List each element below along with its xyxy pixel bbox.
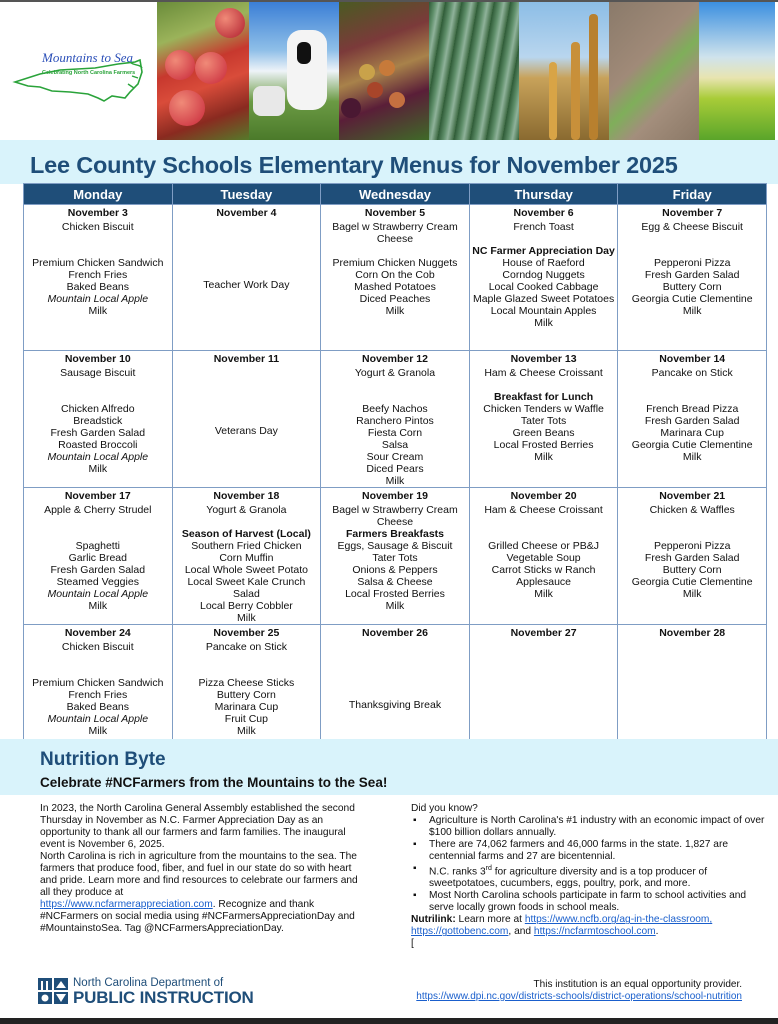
lunch-item: Tater Tots xyxy=(372,552,418,564)
day-date: November 24 xyxy=(64,627,131,639)
lunch-item: Tater Tots xyxy=(520,415,567,427)
lunch-item: Diced Pears xyxy=(366,463,424,475)
lunch-item: Marinara Cup xyxy=(214,701,279,713)
lunch-item: French Fries xyxy=(68,689,128,701)
nutrilink-and: , and xyxy=(508,926,534,938)
nutrition-paragraph-2-text: North Carolina is rich in agriculture from the mountains to the sea. The farmers that produce food, fiber, and fuel in our state do so with heart and pride. Learn more and find resources to celebrate our farmers and all they produce at xyxy=(40,851,358,898)
day-cell xyxy=(321,205,470,351)
lunch-item: Milk xyxy=(385,475,405,487)
lunch-item: Sour Cream xyxy=(366,451,424,463)
breakfast-item: Pancake on Stick xyxy=(205,641,287,653)
lunch-item: Carrot Sticks w Ranch xyxy=(491,564,596,576)
lunch-item: Georgia Cutie Clementine xyxy=(631,439,753,451)
day-cell xyxy=(321,351,470,488)
nutrition-title: Nutrition Byte xyxy=(40,749,166,770)
rice-field-photo xyxy=(699,2,775,140)
lunch-item: Corn On the Cob xyxy=(355,269,435,281)
lunch-item: Pepperoni Pizza xyxy=(653,257,731,269)
day-date: November 3 xyxy=(67,207,128,219)
lunch-item: Milk xyxy=(88,725,108,737)
day-date: November 7 xyxy=(662,207,723,219)
lunch-item: Premium Chicken Sandwich xyxy=(32,677,164,689)
lunch-item: Chicken Tenders w Waffle xyxy=(483,403,604,415)
lunch-item: Breadstick xyxy=(73,415,123,427)
day-header-wednesday: Wednesday xyxy=(321,184,470,205)
lunch-item: Local Whole Sweet Potato xyxy=(184,564,308,576)
breakfast-item: Chicken & Waffles xyxy=(649,504,735,516)
lunch-item: Local Frosted Berries xyxy=(493,439,594,451)
lunch-item: Milk xyxy=(534,588,553,600)
day-date: November 5 xyxy=(364,207,426,219)
breakfast-item: Ham & Cheese Croissant xyxy=(484,367,603,379)
nutrition-subtitle: Celebrate #NCFarmers from the Mountains to the Sea! xyxy=(40,775,388,790)
day-cell xyxy=(24,488,173,625)
lunch-item: Grilled Cheese or PB&J xyxy=(488,540,600,552)
ncfb-link[interactable]: https://www.ncfb.org/ag-in-the-classroom, xyxy=(524,914,713,926)
lunch-item: Beefy Nachos xyxy=(362,403,428,415)
day-header-thursday: Thursday xyxy=(469,184,618,205)
lunch-item: Diced Peaches xyxy=(359,293,431,305)
day-cell xyxy=(321,488,470,625)
page-title: Lee County Schools Elementary Menus for November 2025 xyxy=(30,152,678,178)
lunch-item: Salsa xyxy=(381,439,409,451)
no-school-note: Teacher Work Day xyxy=(203,279,290,291)
day-cell xyxy=(469,205,618,351)
lunch-item: Buttery Corn xyxy=(662,281,722,293)
lunch-item: Milk xyxy=(385,305,405,317)
day-header-row xyxy=(24,184,767,205)
day-cell xyxy=(469,625,618,746)
no-school-note: Veterans Day xyxy=(214,425,278,437)
lunch-item: Salsa & Cheese xyxy=(357,576,433,588)
day-date: November 6 xyxy=(513,207,574,219)
lunch-item: Fresh Garden Salad xyxy=(50,427,146,439)
breakfast-item: Sausage Biscuit xyxy=(60,367,136,379)
day-date: November 13 xyxy=(510,353,577,365)
fact-item: ▪ Agriculture is North Carolina's #1 industry with an economic impact of over $100 billion dollars annually. xyxy=(411,815,766,839)
breakfast-item: Bagel w Strawberry Cream Cheese xyxy=(332,504,458,528)
week-row xyxy=(24,625,767,746)
lunch-item: Milk xyxy=(534,317,553,329)
breakfast-item: Bagel w Strawberry Cream Cheese xyxy=(332,221,458,245)
nutrilink-label: Nutrilink: xyxy=(411,914,456,926)
header-banner xyxy=(0,0,778,140)
lunch-item: Local Berry Cobbler xyxy=(199,600,293,612)
cabbage-field-photo xyxy=(429,2,519,140)
lunch-item: Southern Fried Chicken xyxy=(191,540,302,552)
lunch-item: Fresh Garden Salad xyxy=(644,269,740,281)
day-header-tuesday: Tuesday xyxy=(172,184,321,205)
day-date: November 27 xyxy=(510,627,577,639)
day-date: November 10 xyxy=(64,353,131,365)
lunch-item: French Fries xyxy=(68,269,128,281)
lunch-item: Fresh Garden Salad xyxy=(644,552,740,564)
lunch-item: French Bread Pizza xyxy=(646,403,739,415)
day-date: November 26 xyxy=(362,627,428,639)
day-date: November 17 xyxy=(64,490,131,502)
day-date: November 14 xyxy=(659,353,726,365)
nutrition-paragraph-3-text: . Recognize and thank #NCFarmers on social media using #NCFarmersAppreciationDay and #MountainstoSea. Tag @NCFarmersAppreciationDay. xyxy=(40,899,355,934)
lunch-item: Steamed Veggies xyxy=(56,576,139,588)
lunch-item: Fruit Cup xyxy=(224,713,268,725)
facts-list xyxy=(411,815,766,914)
lunch-item: Corn Muffin xyxy=(219,552,274,564)
breakfast-item: Egg & Cheese Biscuit xyxy=(641,221,743,233)
dairy-cow-photo xyxy=(249,2,339,140)
nutrilink-end: . xyxy=(655,926,659,938)
lunch-item: Milk xyxy=(682,588,702,600)
lunch-theme-heading: Breakfast for Lunch xyxy=(493,391,594,403)
breakfast-item: Ham & Cheese Croissant xyxy=(484,504,603,516)
dpi-line1: North Carolina Department of xyxy=(73,976,224,989)
nutrition-paragraph-2 xyxy=(40,851,370,935)
lunch-item: Ranchero Pintos xyxy=(356,415,434,427)
lunch-item: Pizza Cheese Sticks xyxy=(198,677,295,689)
day-cell xyxy=(24,351,173,488)
lunch-item: Mountain Local Apple xyxy=(47,588,149,600)
ordinal-suffix: rd xyxy=(485,865,492,872)
fact-item: ▪ N.C. ranks 3rd for agriculture diversity and is a top producer of sweetpotatoes, cucumbers, eggs, poultry, pork, and more. xyxy=(411,863,766,890)
footer-right xyxy=(416,979,742,1003)
lunch-item: Mountain Local Apple xyxy=(47,451,149,463)
day-cell xyxy=(618,488,767,625)
lunch-item: Mountain Local Apple xyxy=(47,713,149,725)
day-date: November 20 xyxy=(510,490,577,502)
equal-opportunity-statement: This institution is an equal opportunity provider. xyxy=(533,979,742,990)
lunch-item: Onions & Peppers xyxy=(352,564,438,576)
lunch-item: Milk xyxy=(237,725,256,737)
lunch-theme-heading: NC Farmer Appreciation Day xyxy=(472,245,615,257)
lunch-item: Buttery Corn xyxy=(216,689,276,701)
dpi-school-nutrition-link[interactable]: https://www.dpi.nc.gov/districts-schools/district-operations/school-nutrition xyxy=(416,991,742,1002)
lunch-theme-heading: Farmers Breakfasts xyxy=(345,528,445,540)
wheat-photo xyxy=(519,2,609,140)
lunch-item: Baked Beans xyxy=(66,701,130,713)
lunch-item: Mountain Local Apple xyxy=(47,293,149,305)
lunch-item: Maple Glazed Sweet Potatoes xyxy=(472,293,615,305)
lunch-item: Spaghetti xyxy=(75,540,120,552)
nutrition-right-column xyxy=(411,803,766,950)
bottom-edge xyxy=(0,1018,778,1024)
nutrition-left-column xyxy=(40,803,370,935)
nutrition-paragraph-1: In 2023, the North Carolina General Assembly established the second Thursday in November as N.C. Farmer Appreciation Day as an opportunity to thank all our farmers and farm families. The inaugural event is November 6, 2025. xyxy=(40,803,355,850)
dpi-building-icon xyxy=(37,976,69,1006)
menu-calendar xyxy=(23,183,767,746)
lunch-item: Local Mountain Apples xyxy=(490,305,597,317)
lunch-item: Local Frosted Berries xyxy=(345,588,445,600)
lunch-item: Eggs, Sausage & Biscuit xyxy=(337,540,453,552)
logo-title: Mountains to Sea xyxy=(42,50,133,65)
lunch-item: Milk xyxy=(88,463,108,475)
day-date: November 4 xyxy=(216,207,277,219)
ncfarmtoschool-link[interactable]: https://ncfarmtoschool.com xyxy=(533,926,656,938)
lunch-item: Chicken Alfredo xyxy=(61,403,135,415)
lunch-item: Buttery Corn xyxy=(662,564,722,576)
day-cell xyxy=(321,625,470,746)
breakfast-item: French Toast xyxy=(513,221,574,233)
no-school-note: Thanksgiving Break xyxy=(348,699,442,711)
week-row xyxy=(24,488,767,625)
lunch-item: Green Beans xyxy=(512,427,575,439)
apples-photo xyxy=(157,2,249,140)
grapes-photo xyxy=(339,2,429,140)
lunch-theme-heading: Season of Harvest (Local) xyxy=(181,528,311,540)
day-cell xyxy=(172,351,321,488)
lunch-item: Pepperoni Pizza xyxy=(653,540,731,552)
fact-item: ▪ Most North Carolina schools participate in farm to school activities and serve locally grown foods in school meals. xyxy=(411,890,766,914)
day-cell xyxy=(24,625,173,746)
day-cell xyxy=(172,488,321,625)
day-cell xyxy=(172,625,321,746)
day-cell xyxy=(172,205,321,351)
lunch-item: Marinara Cup xyxy=(660,427,724,439)
lunch-item: Garlic Bread xyxy=(68,552,127,564)
day-date: November 19 xyxy=(362,490,428,502)
day-cell xyxy=(24,205,173,351)
nc-state-outline-icon xyxy=(0,2,157,140)
nutrilink-line xyxy=(411,914,766,938)
day-date: November 21 xyxy=(659,490,726,502)
lunch-item: Mashed Potatoes xyxy=(354,281,436,293)
day-cell xyxy=(618,351,767,488)
breakfast-item: Chicken Biscuit xyxy=(61,641,134,653)
day-cell xyxy=(618,205,767,351)
gottobenc-link[interactable]: https://gottobenc.com xyxy=(411,926,509,938)
lunch-item: Applesauce xyxy=(516,576,572,588)
day-cell xyxy=(469,351,618,488)
lunch-item: Georgia Cutie Clementine xyxy=(631,293,753,305)
breakfast-item: Pancake on Stick xyxy=(651,367,733,379)
lunch-item: Baked Beans xyxy=(66,281,130,293)
lunch-item: Milk xyxy=(385,600,405,612)
day-header-monday: Monday xyxy=(24,184,173,205)
ncfarmerappreciation-link[interactable]: https://www.ncfarmerappreciation.com xyxy=(40,899,213,910)
lunch-item: Milk xyxy=(88,600,108,612)
week-row xyxy=(24,351,767,488)
breakfast-item: Chicken Biscuit xyxy=(61,221,134,233)
day-header-friday: Friday xyxy=(618,184,767,205)
lunch-item: Vegetable Soup xyxy=(506,552,581,564)
lunch-item: Georgia Cutie Clementine xyxy=(631,576,753,588)
lunch-item: House of Raeford xyxy=(502,257,585,269)
day-date: November 25 xyxy=(213,627,280,639)
week-row xyxy=(24,205,767,351)
lunch-item: Milk xyxy=(88,305,108,317)
dpi-line2: PUBLIC INSTRUCTION xyxy=(73,987,254,1007)
lunch-item: Fresh Garden Salad xyxy=(50,564,146,576)
breakfast-item: Apple & Cherry Strudel xyxy=(44,504,152,516)
lunch-item: Local Sweet Kale Crunch Salad xyxy=(187,576,306,600)
lunch-item: Premium Chicken Nuggets xyxy=(332,257,458,269)
lunch-item: Corndog Nuggets xyxy=(502,269,585,281)
nutrilink-text: Learn more at xyxy=(455,914,525,926)
lunch-item: Premium Chicken Sandwich xyxy=(32,257,164,269)
day-date: November 28 xyxy=(659,627,726,639)
logo-subtitle: Celebrating North Carolina Farmers xyxy=(42,70,136,76)
sweet-potato-field-photo xyxy=(609,2,699,140)
day-date: November 11 xyxy=(213,353,280,365)
lunch-item: Fresh Garden Salad xyxy=(644,415,740,427)
fact-item: ▪ There are 74,062 farmers and 46,000 farms in the state. 1,827 are centennial farms and 27 are bicentennial. xyxy=(411,839,766,863)
day-date: November 12 xyxy=(362,353,428,365)
lunch-item: Milk xyxy=(682,451,702,463)
breakfast-item: Yogurt & Granola xyxy=(354,367,436,379)
lunch-item: Roasted Broccoli xyxy=(58,439,138,451)
mountains-to-sea-logo xyxy=(0,2,157,140)
day-date: November 18 xyxy=(213,490,280,502)
breakfast-item: Yogurt & Granola xyxy=(206,504,287,516)
dpi-logo xyxy=(37,976,254,1006)
day-cell xyxy=(618,625,767,746)
lunch-item: Milk xyxy=(237,612,256,624)
lunch-item: Local Cooked Cabbage xyxy=(488,281,599,293)
day-cell xyxy=(469,488,618,625)
lunch-item: Fiesta Corn xyxy=(367,427,423,439)
lunch-item: Milk xyxy=(534,451,553,463)
stray-bracket: [ xyxy=(411,938,414,950)
did-you-know-heading: Did you know? xyxy=(411,803,478,814)
lunch-item: Milk xyxy=(682,305,702,317)
